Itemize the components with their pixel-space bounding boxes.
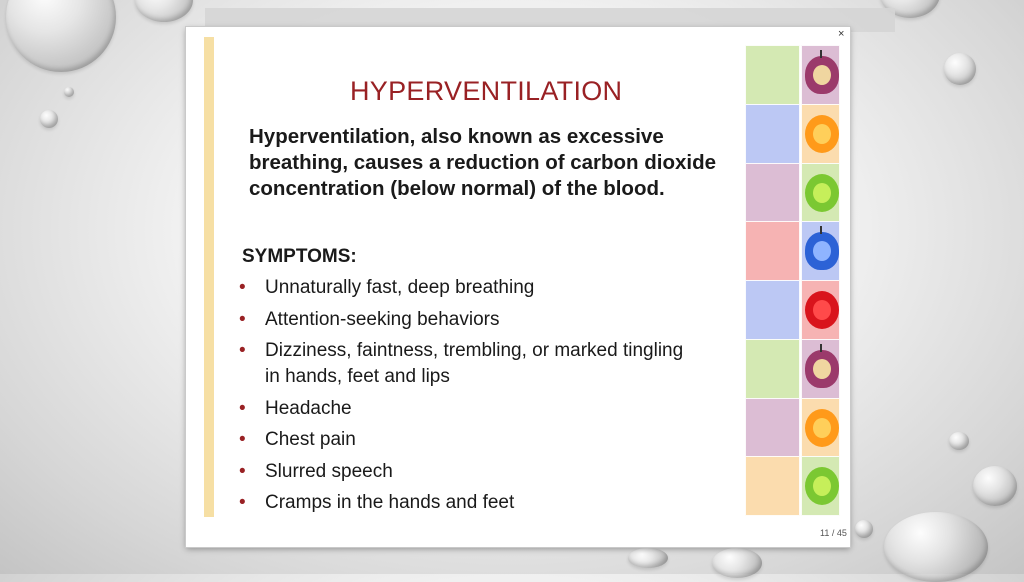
water-drop-decoration (855, 520, 873, 538)
fruit-tile (801, 280, 840, 340)
water-drop-decoration (6, 0, 116, 72)
list-item (239, 307, 699, 333)
water-drop-decoration (64, 87, 74, 97)
orange-slice-icon (805, 409, 839, 447)
bullet-icon: • (239, 460, 246, 482)
symptom-text: Unnaturally fast, deep breathing (265, 277, 535, 298)
page-indicator: 11 / 45 (820, 528, 847, 538)
slide-title: HYPERVENTILATION (350, 76, 623, 106)
fruit-core (813, 300, 831, 320)
fruit-core (813, 241, 831, 261)
fruit-core (813, 359, 831, 379)
list-item (239, 396, 699, 422)
fruit-tile (801, 163, 840, 223)
fruit-core (813, 183, 831, 203)
symptom-text: Cramps in the hands and feet (265, 492, 515, 513)
bullet-icon: • (239, 308, 246, 330)
water-drop-decoration (949, 432, 969, 450)
tomato-slice-icon (805, 291, 839, 329)
color-tile (745, 398, 800, 458)
water-drop-decoration (40, 110, 58, 128)
stem-icon (820, 50, 822, 58)
fruit-core (813, 65, 831, 85)
side-stripe (204, 37, 214, 517)
list-item (239, 459, 699, 485)
apple-icon (805, 56, 839, 94)
lime-slice-icon (805, 174, 839, 212)
symptom-text: Headache (265, 397, 352, 419)
decorative-tile-column (745, 45, 842, 515)
fruit-tile (801, 104, 840, 164)
fruit-core (813, 418, 831, 438)
fruit-tile (801, 221, 840, 281)
bullet-icon: • (239, 340, 246, 361)
apple-icon (805, 350, 839, 388)
color-tile (745, 339, 800, 399)
fruit-core (813, 124, 831, 144)
slide-panel (186, 27, 850, 547)
fruit-tile (801, 456, 840, 516)
water-drop-decoration (135, 0, 193, 22)
color-tile (745, 104, 800, 164)
fruit-tile (801, 45, 840, 105)
color-tile (745, 221, 800, 281)
list-item (239, 275, 699, 301)
symptoms-heading: SYMPTOMS: (242, 246, 357, 267)
water-drop-decoration (628, 548, 668, 568)
symptom-text: Dizziness, faintness, trembling, or marked tingling in hands, feet and lips (265, 340, 684, 387)
bullet-icon: • (239, 277, 246, 298)
water-drop-decoration (884, 512, 988, 582)
symptom-text: Slurred speech (265, 460, 393, 482)
fruit-tile (801, 339, 840, 399)
color-tile (745, 280, 800, 340)
symptom-text: Attention-seeking behaviors (265, 308, 500, 330)
color-tile (745, 163, 800, 223)
list-item (239, 490, 699, 516)
stem-icon (820, 344, 822, 352)
bullet-icon: • (239, 429, 246, 450)
fruit-tile (801, 398, 840, 458)
list-item (239, 338, 699, 390)
list-item (239, 427, 699, 453)
color-tile (745, 45, 800, 105)
symptom-text: Chest pain (265, 429, 356, 450)
intro-paragraph: Hyperventilation, also known as excessive breathing, causes a reduction of carbon dioxide concentration (below normal) of the blood. (249, 125, 717, 200)
color-tile (745, 456, 800, 516)
apple-icon (805, 232, 839, 270)
water-drop-decoration (973, 466, 1017, 506)
fruit-core (813, 476, 831, 496)
symptom-list (239, 275, 699, 522)
stem-icon (820, 226, 822, 234)
bullet-icon: • (239, 492, 246, 513)
lime-slice-icon (805, 467, 839, 505)
bullet-icon: • (239, 397, 246, 419)
orange-slice-icon (805, 115, 839, 153)
water-drop-decoration (944, 53, 976, 85)
close-icon[interactable]: × (838, 28, 845, 40)
